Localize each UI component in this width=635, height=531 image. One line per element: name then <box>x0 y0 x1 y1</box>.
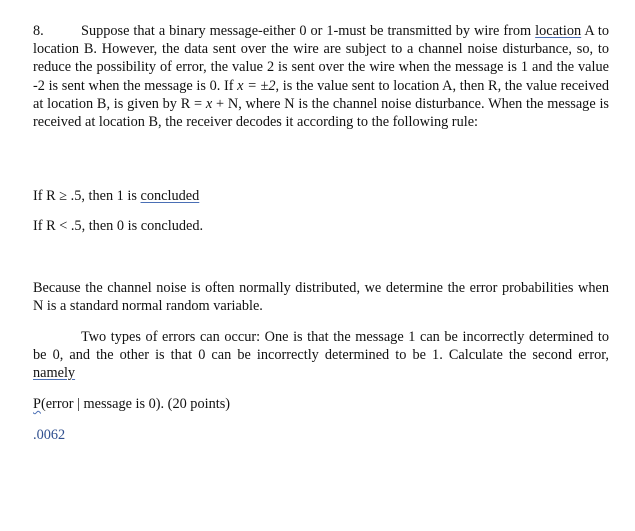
errors-paragraph <box>33 328 609 383</box>
x-variable: x <box>205 95 213 112</box>
question-block <box>33 22 609 444</box>
decoding-rule-1 <box>33 187 609 205</box>
question-number: 8. <box>33 23 44 39</box>
x-equation: x = ±2 <box>237 77 276 94</box>
decoding-rule-2: If R < .5, then 0 is concluded. <box>33 218 204 235</box>
errors-text: Two types of errors can occur: One is that the message 1 can be incorrectly determined to be 0, and the other is that 0 can be incorrectly determined to be 1. Calculate the second error, <box>33 328 609 363</box>
location-word: location <box>535 23 582 39</box>
namely-word: namely <box>33 365 76 382</box>
answer-value: .0062 <box>33 427 66 444</box>
question-text-part-2: A to location B. However, the data sent over the wire are subject to a channel noise disturbance, so, to reduce the possibility of error, the value 2 is sent over the wire when the message is 1 and the value -2 is sent when the message is 0. If <box>33 23 609 94</box>
context-paragraph: Because the channel noise is often normally distributed, we determine the error probabilities when N is a standard normal random variable. <box>33 280 609 315</box>
question-text-part-3: , is the value sent to location A, then R, the value received at location B, is given by R = <box>33 77 609 112</box>
question-paragraph <box>33 22 609 131</box>
question-text-part-1: Suppose that a binary message-either 0 or 1-must be transmitted by wire from <box>81 23 536 39</box>
rule-1-text: If R ≥ .5, then 1 is <box>33 188 141 205</box>
question-text-part-4: + N, where N is the channel noise disturbance. When the message is received at location B, the receiver decodes it according to the following rule: <box>33 95 609 131</box>
p-letter: P <box>33 396 41 413</box>
concluded-word: concluded <box>140 188 200 205</box>
probability-prompt <box>33 395 609 413</box>
probability-text: (error | message is 0). (20 points) <box>40 396 231 413</box>
